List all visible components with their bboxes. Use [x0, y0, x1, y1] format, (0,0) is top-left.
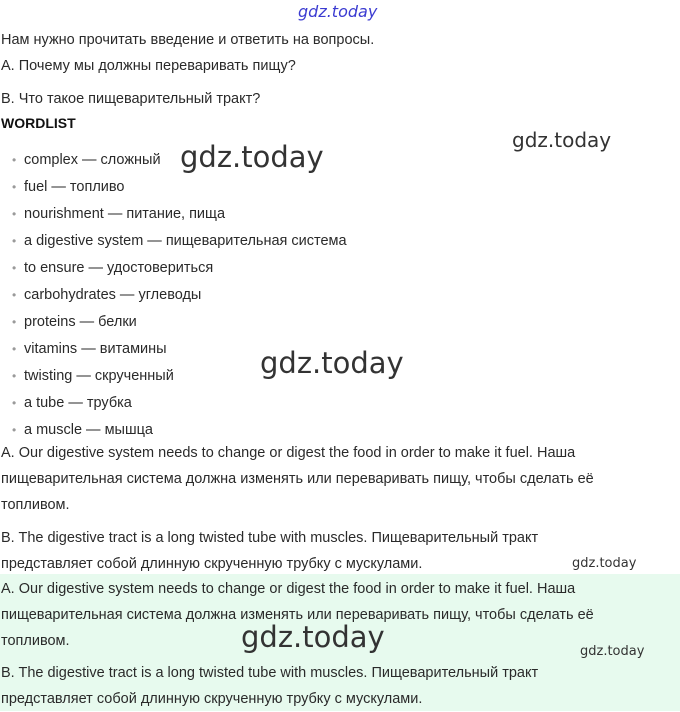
bullet-icon: •: [12, 207, 17, 221]
answer-a-line: пищеварительная система должна изменять или переваривать пищу, чтобы сделать её: [1, 471, 594, 487]
watermark: gdz.today: [572, 556, 637, 571]
answer-a: [1, 440, 677, 518]
bullet-icon: •: [12, 234, 17, 248]
list-item: • complex — сложный: [12, 152, 161, 168]
bullet-icon: •: [12, 342, 17, 356]
intro-text: Нам нужно прочитать введение и ответить на вопросы.: [1, 32, 375, 48]
watermark: gdz.today: [580, 644, 645, 659]
bullet-icon: •: [12, 369, 17, 383]
list-item: • fuel — топливо: [12, 179, 125, 195]
bullet-icon: •: [12, 153, 17, 167]
list-item: • a tube — трубка: [12, 395, 132, 411]
header-watermark: gdz.today: [298, 2, 378, 21]
highlighted-answer-b-line: представляет собой длинную скрученную трубку с мускулами.: [1, 691, 423, 707]
bullet-icon: •: [12, 423, 17, 437]
list-item: • twisting — скрученный: [12, 368, 174, 384]
bullet-icon: •: [12, 288, 17, 302]
question-b: B. Что такое пищеварительный тракт?: [1, 91, 261, 107]
highlighted-answer-b-line: B. The digestive tract is a long twisted tube with muscles. Пищеварительный тракт: [1, 665, 539, 681]
answer-b-line: B. The digestive tract is a long twisted tube with muscles. Пищеварительный тракт: [1, 530, 539, 546]
list-item: • proteins — белки: [12, 314, 137, 330]
answer-a-line: A. Our digestive system needs to change or digest the food in order to make it fuel. Наша: [1, 445, 576, 461]
bullet-icon: •: [12, 396, 17, 410]
list-item: • carbohydrates — углеводы: [12, 287, 202, 303]
question-a: A. Почему мы должны переваривать пищу?: [1, 58, 296, 74]
list-item: • a muscle — мышца: [12, 422, 153, 438]
answer-a-line: топливом.: [1, 497, 70, 513]
highlighted-answer-b: [1, 660, 677, 712]
wordlist-title: WORDLIST: [1, 115, 76, 131]
bullet-icon: •: [12, 180, 17, 194]
watermark: gdz.today: [260, 346, 404, 380]
watermark: gdz.today: [241, 620, 385, 654]
highlighted-answer-a-line: топливом.: [1, 633, 70, 649]
answer-b-line: представляет собой длинную скрученную трубку с мускулами.: [1, 556, 423, 572]
list-item: • vitamins — витамины: [12, 341, 167, 357]
highlighted-answer-a-line: A. Our digestive system needs to change or digest the food in order to make it fuel. Наша: [1, 581, 576, 597]
watermark: gdz.today: [512, 128, 612, 152]
bullet-icon: •: [12, 261, 17, 275]
bullet-icon: •: [12, 315, 17, 329]
highlighted-answer-a-line: пищеварительная система должна изменять или переваривать пищу, чтобы сделать её: [1, 607, 594, 623]
watermark: gdz.today: [180, 140, 324, 174]
list-item: • a digestive system — пищеварительная система: [12, 233, 347, 249]
list-item: • nourishment — питание, пища: [12, 206, 226, 222]
list-item: • to ensure — удостовериться: [12, 260, 214, 276]
